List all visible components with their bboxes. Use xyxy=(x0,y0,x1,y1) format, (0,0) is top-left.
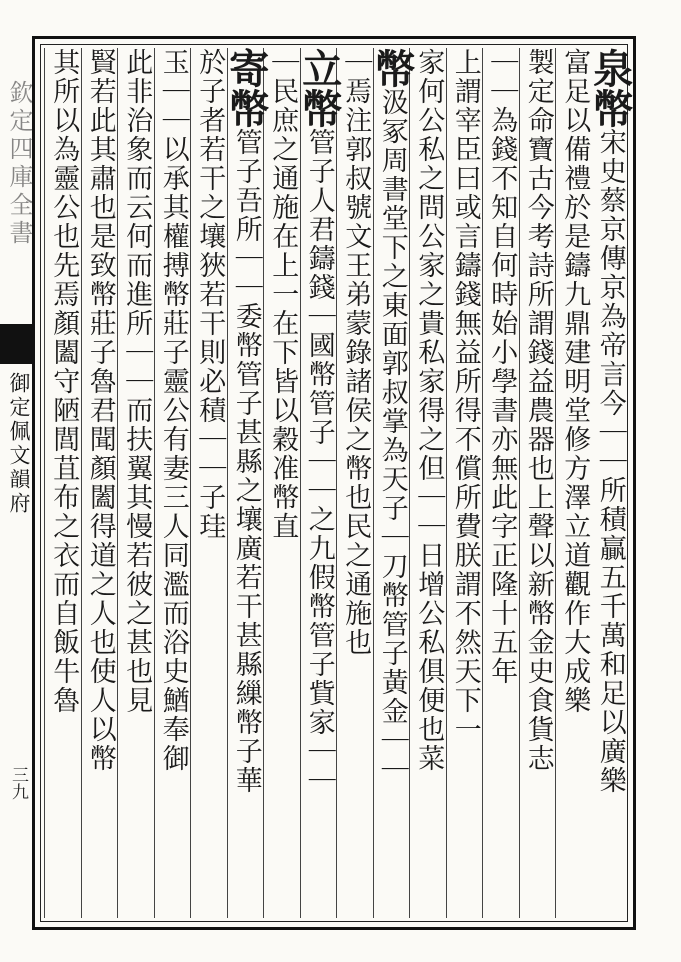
column-text: 於子者若干之壤狹若干則必積｜｜子珪 xyxy=(194,48,226,541)
column-text: 宋史蔡京傳京為帝言今｜｜所積贏五千萬和足以廣樂 xyxy=(594,128,626,795)
column-text: 上謂宰臣曰或言鑄錢無益所得不償所費朕謂不然天下一 xyxy=(449,48,481,744)
text-column xyxy=(368,48,416,918)
entry-headword: 幣 xyxy=(368,48,416,88)
text-column xyxy=(295,48,343,918)
column-text: 製定命寶古今考詩所謂錢益農器也上聲以新幣金史食貨志 xyxy=(522,48,554,773)
text-column xyxy=(482,48,520,918)
entry-headword: 立幣 xyxy=(295,48,343,128)
column-text: 管子吾所｜｜委幣管子甚縣之壤廣若干甚縣繅幣子華 xyxy=(230,128,262,795)
entry-headword: 寄幣 xyxy=(222,48,270,128)
text-column xyxy=(555,48,593,918)
text-column xyxy=(117,48,155,918)
text-column xyxy=(409,48,447,918)
entry-headword: 泉幣 xyxy=(586,48,634,128)
column-text: 家何公私之問公家之貴私家得之但｜｜日增公私俱便也菜 xyxy=(413,48,445,773)
column-text: 玉｜｜以承其權搏幣莊子靈公有妻三人同濫而浴史鰌奉御 xyxy=(157,48,189,773)
text-column xyxy=(154,48,192,918)
page-number: 三九 xyxy=(8,766,28,800)
column-text: 賢若此其肅也是致幣莊子魯君聞顏闔得道之人也使人以幣 xyxy=(84,48,116,773)
column-text: ｜民庶之通施在上一在下皆以穀准幣直 xyxy=(267,48,299,541)
text-column xyxy=(336,48,374,918)
column-text: 此非治象而云何而進所｜｜而扶翼其慢若彼之甚也見 xyxy=(121,48,153,715)
text-column xyxy=(190,48,228,918)
spine-band xyxy=(0,324,32,364)
column-text: 管子人君鑄錢｜國幣管子｜｜之九假幣管子貲家｜｜ xyxy=(303,128,335,795)
spine-book-title: 御定佩文韻府 xyxy=(7,372,31,516)
text-column xyxy=(586,48,634,918)
column-text: 其所以為靈公也先焉顏闔守陋閭苴布之衣而自飯牛魯 xyxy=(48,48,80,715)
spine-title: 欽定四庫全書 xyxy=(5,80,33,248)
column-text: ｜焉注郭叔號文王弟蒙錄諸侯之幣也民之通施也 xyxy=(340,48,372,657)
text-column xyxy=(44,48,82,918)
column-text: 富足以備禮於是鑄九鼎建明堂修方澤立道觀作大成樂 xyxy=(559,48,591,715)
column-text: 汲冢周書堂下之東面郭叔掌為天子｜刀幣管子黃金｜｜ xyxy=(376,88,408,784)
text-column xyxy=(263,48,301,918)
text-column xyxy=(519,48,557,918)
book-spine xyxy=(0,36,32,930)
text-column xyxy=(222,48,270,918)
text-column xyxy=(81,48,119,918)
text-column xyxy=(446,48,484,918)
column-text: ｜｜為錢不知自何時始小學書亦無此字正隆十五年 xyxy=(486,48,518,686)
